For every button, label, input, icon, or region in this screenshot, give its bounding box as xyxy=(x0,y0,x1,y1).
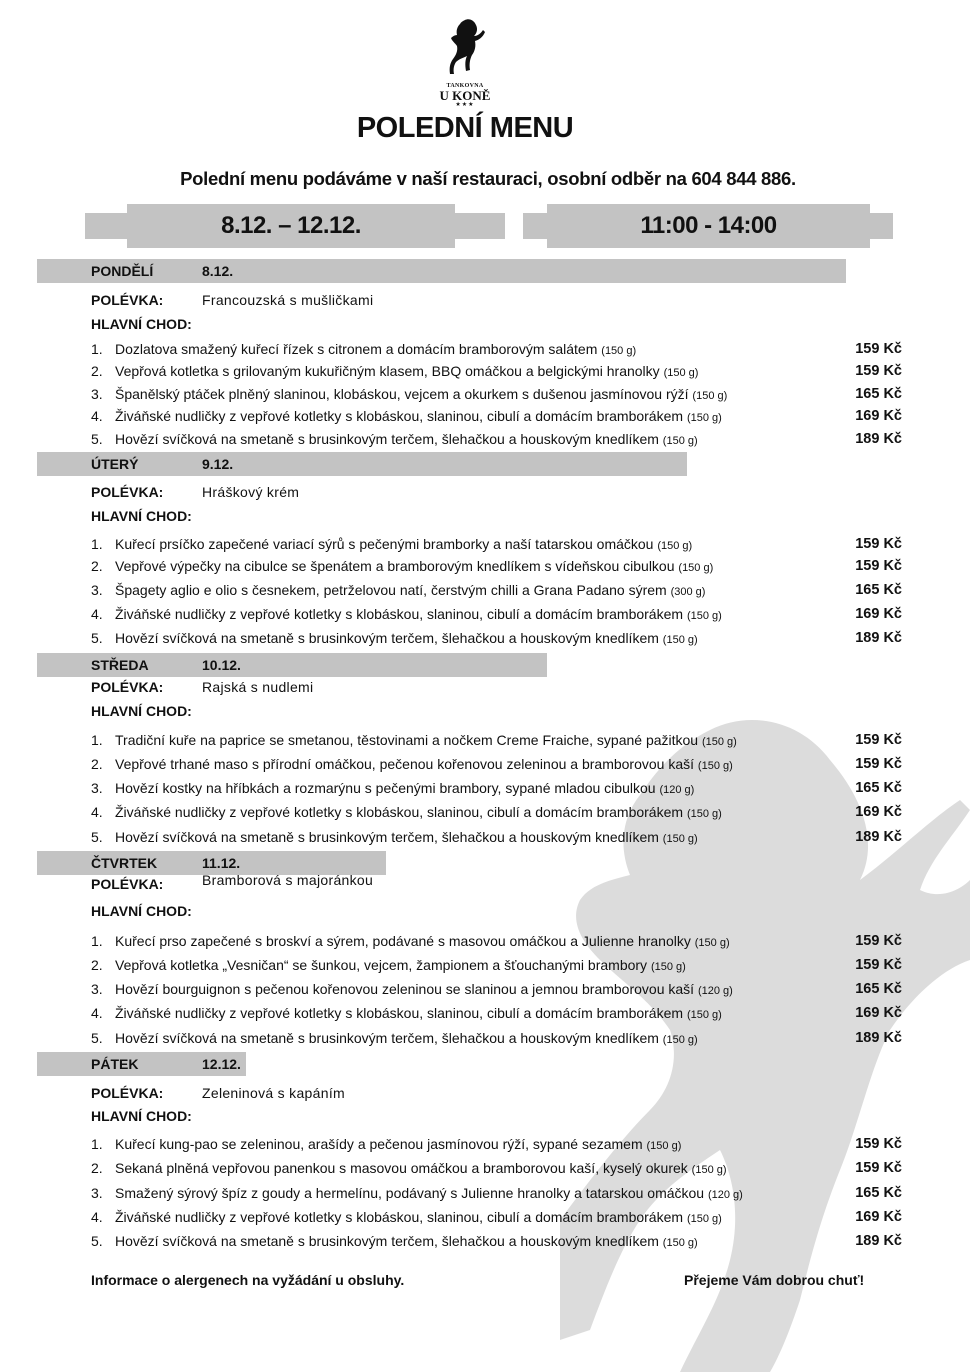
menu-item xyxy=(91,555,902,577)
item-number: 1. xyxy=(91,341,103,357)
soup-label: POLÉVKA: xyxy=(91,876,164,892)
day-header-bar xyxy=(37,452,687,476)
item-weight: (150 g) xyxy=(701,736,737,748)
item-weight: (150 g) xyxy=(650,961,686,973)
menu-item xyxy=(91,338,902,360)
item-weight: (150 g) xyxy=(686,808,722,820)
item-price: 165 Kč xyxy=(855,981,902,997)
soup-name: Francouzská s mušličkami xyxy=(202,292,374,308)
menu-item xyxy=(91,1182,902,1204)
item-weight: (120 g) xyxy=(697,985,733,997)
item-description: Vepřová kotletka „Vesničan“ se šunkou, vejcem, žampionem a šťouchanými brambory xyxy=(115,957,648,973)
soup-name: Rajská s nudlemi xyxy=(202,679,314,695)
item-weight: (150 g) xyxy=(646,1140,682,1152)
item-price: 165 Kč xyxy=(855,386,902,402)
item-weight: (150 g) xyxy=(694,937,730,949)
item-price: 169 Kč xyxy=(855,1005,902,1021)
day-header-bar xyxy=(37,259,846,283)
page-title: POLEDNÍ MENU xyxy=(356,112,574,144)
item-weight: (150 g) xyxy=(686,412,722,424)
time-banner xyxy=(547,204,870,248)
item-description: Hovězí kostky na hříbkách a rozmarýnu s pečenými brambory, sypané mladou cibulkou xyxy=(115,780,656,796)
date-range: 8.12. – 12.12. xyxy=(221,212,361,239)
item-weight: (150 g) xyxy=(691,1164,727,1176)
item-price: 189 Kč xyxy=(855,829,902,845)
item-weight: (150 g) xyxy=(686,1213,722,1225)
item-weight: (150 g) xyxy=(678,562,714,574)
item-description: Sekaná plněná vepřovou panenkou s masovou omáčkou a bramborovou kaší, kyselý okurek xyxy=(115,1160,688,1176)
menu-item xyxy=(91,954,902,976)
soup-label: POLÉVKA: xyxy=(91,1085,164,1101)
item-price: 169 Kč xyxy=(855,1209,902,1225)
item-description: Vepřové výpečky na cibulce se špenátem a bramborovým knedlíkem s vídeňskou cibulkou xyxy=(115,558,675,574)
main-course-label: HLAVNÍ CHOD: xyxy=(91,1108,192,1124)
menu-item xyxy=(91,1002,902,1024)
item-number: 3. xyxy=(91,1185,103,1201)
item-description: Živáňské nudličky z vepřové kotletky s klobáskou, slaninou, cibulí a domácím bramborákem xyxy=(115,1005,684,1021)
item-number: 2. xyxy=(91,363,103,379)
menu-item xyxy=(91,930,902,952)
item-price: 159 Kč xyxy=(855,732,902,748)
item-price: 159 Kč xyxy=(855,933,902,949)
item-description: Kuřecí prso zapečené s broskví a sýrem, podávané s masovou omáčkou a Julienne hranolky xyxy=(115,933,691,949)
item-description: Dozlatova smažený kuřecí řízek s citronem a domácím bramborovým salátem xyxy=(115,341,598,357)
item-number: 3. xyxy=(91,780,103,796)
item-description: Špagety aglio e olio s česnekem, petrželovou natí, čerstvým chilli a Grana Padano sýrem xyxy=(115,582,667,598)
item-number: 1. xyxy=(91,1136,103,1152)
soup-label: POLÉVKA: xyxy=(91,484,164,500)
menu-item xyxy=(91,1230,902,1252)
item-number: 2. xyxy=(91,756,103,772)
menu-item xyxy=(91,533,902,555)
item-price: 159 Kč xyxy=(855,1160,902,1176)
logo-stars: ★★★ xyxy=(455,102,475,108)
item-price: 169 Kč xyxy=(855,408,902,424)
horse-logo-icon xyxy=(443,18,487,76)
item-price: 189 Kč xyxy=(855,431,902,447)
item-price: 165 Kč xyxy=(855,582,902,598)
menu-item xyxy=(91,405,902,427)
restaurant-logo xyxy=(415,18,515,108)
logo-tankovna-text: TANKOVNA xyxy=(446,83,484,89)
item-price: 159 Kč xyxy=(855,536,902,552)
item-weight: (150 g) xyxy=(697,760,733,772)
item-number: 4. xyxy=(91,804,103,820)
item-price: 159 Kč xyxy=(855,558,902,574)
main-course-label: HLAVNÍ CHOD: xyxy=(91,508,192,524)
item-price: 189 Kč xyxy=(855,1030,902,1046)
day-name: PÁTEK xyxy=(91,1056,139,1072)
item-price: 159 Kč xyxy=(855,363,902,379)
soup-label: POLÉVKA: xyxy=(91,292,164,308)
item-number: 1. xyxy=(91,933,103,949)
item-weight: (150 g) xyxy=(662,1034,698,1046)
day-name: ČTVRTEK xyxy=(91,855,158,871)
menu-item xyxy=(91,777,902,799)
day-header-bar xyxy=(37,1052,246,1076)
item-description: Živáňské nudličky z vepřové kotletky s klobáskou, slaninou, cibulí a domácím bramborákem xyxy=(115,408,684,424)
item-price: 159 Kč xyxy=(855,341,902,357)
item-weight: (150 g) xyxy=(663,367,699,379)
item-description: Kuřecí kung-pao se zeleninou, arašídy a pečenou jasmínovou rýží, sypané sezamem xyxy=(115,1136,643,1152)
item-price: 159 Kč xyxy=(855,1136,902,1152)
item-description: Hovězí svíčková na smetaně s brusinkovým terčem, šlehačkou a houskovým knedlíkem xyxy=(115,829,659,845)
item-price: 169 Kč xyxy=(855,804,902,820)
day-date: 10.12. xyxy=(202,657,241,673)
soup-name: Bramborová s majoránkou xyxy=(202,872,374,888)
item-number: 5. xyxy=(91,1233,103,1249)
item-description: Živáňské nudličky z vepřové kotletky s klobáskou, slaninou, cibulí a domácím bramborákem xyxy=(115,1209,684,1225)
item-description: Živáňské nudličky z vepřové kotletky s klobáskou, slaninou, cibulí a domácím bramborákem xyxy=(115,804,684,820)
menu-item xyxy=(91,801,902,823)
menu-item xyxy=(91,1206,902,1228)
item-price: 165 Kč xyxy=(855,1185,902,1201)
item-weight: (150 g) xyxy=(662,435,698,447)
item-description: Hovězí bourguignon s pečenou kořenovou zeleninou se slaninou a jemnou bramborovou kaší xyxy=(115,981,695,997)
menu-item xyxy=(91,383,902,405)
item-description: Vepřová kotletka s grilovaným kukuřičným klasem, BBQ omáčkou a belgickými hranolky xyxy=(115,363,660,379)
menu-item xyxy=(91,729,902,751)
main-course-label: HLAVNÍ CHOD: xyxy=(91,903,192,919)
item-number: 1. xyxy=(91,536,103,552)
soup-name: Hráškový krém xyxy=(202,484,300,500)
item-number: 5. xyxy=(91,829,103,845)
day-name: PONDĚLÍ xyxy=(91,263,154,279)
item-number: 2. xyxy=(91,1160,103,1176)
menu-item xyxy=(91,978,902,1000)
item-weight: (150 g) xyxy=(662,634,698,646)
item-price: 169 Kč xyxy=(855,606,902,622)
item-number: 5. xyxy=(91,1030,103,1046)
item-weight: (120 g) xyxy=(707,1189,743,1201)
item-number: 2. xyxy=(91,957,103,973)
menu-item xyxy=(91,1133,902,1155)
menu-item xyxy=(91,826,902,848)
allergen-info: Informace o alergenech na vyžádání u obsluhy. xyxy=(91,1272,405,1288)
menu-item xyxy=(91,603,902,625)
item-number: 4. xyxy=(91,408,103,424)
item-weight: (150 g) xyxy=(686,1009,722,1021)
item-number: 4. xyxy=(91,1209,103,1225)
item-weight: (150 g) xyxy=(601,345,637,357)
item-number: 1. xyxy=(91,732,103,748)
item-description: Smažený sýrový špíz z goudy a hermelínu, podávaný s Julienne hranolky a tatarskou omáčkou xyxy=(115,1185,705,1201)
item-price: 159 Kč xyxy=(855,957,902,973)
item-number: 5. xyxy=(91,630,103,646)
item-description: Živáňské nudličky z vepřové kotletky s klobáskou, slaninou, cibulí a domácím bramborákem xyxy=(115,606,684,622)
menu-item xyxy=(91,627,902,649)
item-weight: (300 g) xyxy=(670,586,706,598)
menu-item xyxy=(91,1027,902,1049)
date-banner xyxy=(127,204,455,248)
day-date: 11.12. xyxy=(202,855,241,871)
menu-item xyxy=(91,1157,902,1179)
item-description: Španělský ptáček plněný slaninou, klobáskou, vejcem a okurkem s dušenou jasmínovou rýží xyxy=(115,386,689,402)
day-name: STŘEDA xyxy=(91,657,149,673)
item-price: 165 Kč xyxy=(855,780,902,796)
item-weight: (150 g) xyxy=(662,1237,698,1249)
time-range: 11:00 - 14:00 xyxy=(640,212,777,239)
item-price: 159 Kč xyxy=(855,756,902,772)
item-number: 4. xyxy=(91,1005,103,1021)
day-date: 12.12. xyxy=(202,1056,241,1072)
day-date: 9.12. xyxy=(202,456,234,472)
item-description: Tradiční kuře na paprice se smetanou, těstovinami a nočkem Creme Fraiche, sypané pažitkou xyxy=(115,732,699,748)
menu-item xyxy=(91,579,902,601)
item-weight: (150 g) xyxy=(692,390,728,402)
main-course-label: HLAVNÍ CHOD: xyxy=(91,316,192,332)
page-subtitle: Polední menu podáváme v naší restauraci, osobní odběr na 604 844 886. xyxy=(180,168,796,189)
item-description: Hovězí svíčková na smetaně s brusinkovým terčem, šlehačkou a houskovým knedlíkem xyxy=(115,1233,659,1249)
menu-item xyxy=(91,428,902,450)
soup-label: POLÉVKA: xyxy=(91,679,164,695)
item-number: 3. xyxy=(91,582,103,598)
item-number: 2. xyxy=(91,558,103,574)
item-weight: (150 g) xyxy=(686,610,722,622)
day-name: ÚTERÝ xyxy=(91,456,139,472)
item-description: Vepřové trhané maso s přírodní omáčkou, pečenou kořenovou zeleninou a bramborovou kaší xyxy=(115,756,695,772)
day-date: 8.12. xyxy=(202,263,234,279)
item-price: 189 Kč xyxy=(855,630,902,646)
item-weight: (150 g) xyxy=(662,833,698,845)
item-description: Hovězí svíčková na smetaně s brusinkovým terčem, šlehačkou a houskovým knedlíkem xyxy=(115,1030,659,1046)
item-description: Hovězí svíčková na smetaně s brusinkovým terčem, šlehačkou a houskovým knedlíkem xyxy=(115,431,659,447)
item-description: Kuřecí prsíčko zapečené variací sýrů s pečenými bramborky a naší tatarskou omáčkou xyxy=(115,536,654,552)
item-price: 189 Kč xyxy=(855,1233,902,1249)
item-number: 5. xyxy=(91,431,103,447)
menu-item xyxy=(91,753,902,775)
soup-name: Zeleninová s kapáním xyxy=(202,1085,345,1101)
main-course-label: HLAVNÍ CHOD: xyxy=(91,703,192,719)
item-description: Hovězí svíčková na smetaně s brusinkovým terčem, šlehačkou a houskovým knedlíkem xyxy=(115,630,659,646)
item-weight: (150 g) xyxy=(657,540,693,552)
menu-item xyxy=(91,360,902,382)
logo-name-text: U KONĚ xyxy=(439,88,491,103)
item-weight: (120 g) xyxy=(659,784,695,796)
item-number: 4. xyxy=(91,606,103,622)
item-number: 3. xyxy=(91,981,103,997)
item-number: 3. xyxy=(91,386,103,402)
closing-wish: Přejeme Vám dobrou chuť! xyxy=(684,1272,865,1288)
day-header-bar xyxy=(37,653,547,677)
